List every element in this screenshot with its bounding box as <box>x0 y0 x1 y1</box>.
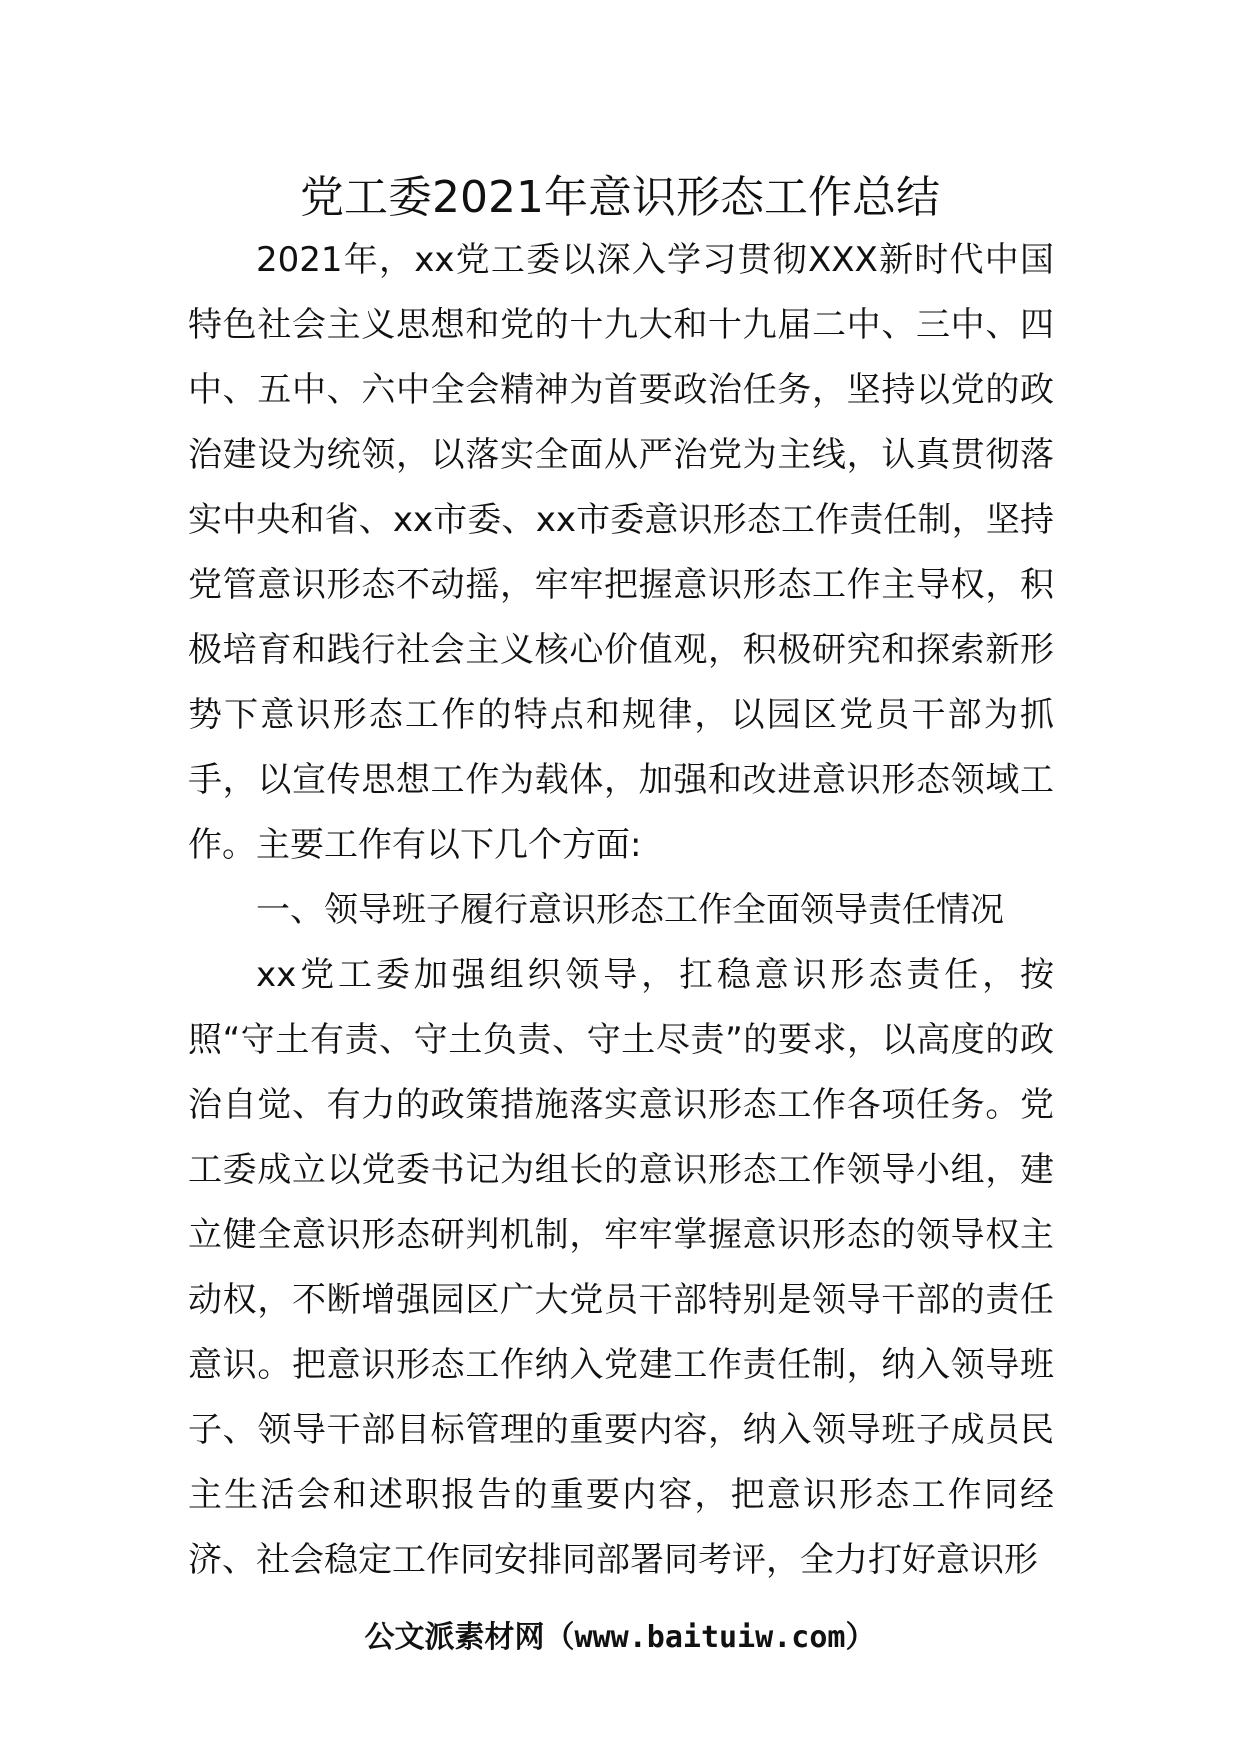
section-heading-1: 一、领导班子履行意识形态工作全面领导责任情况 <box>256 890 1004 930</box>
document-body <box>188 228 1054 1593</box>
document-title: 党工委2021年意识形态工作总结 <box>300 172 940 223</box>
paragraph-section-1: xx党工委加强组织领导，扛稳意识形态责任，按照“守土有责、守土负责、守土尽责”的要求，以高度的政治自觉、有力的政策措施落实意识形态工作各项任务。党工委成立以党委书记为组长的意识形态工作领导小组，建立健全意识形态研判机制，牢牢掌握意识形态的领导权主动权，不断增强园区广大党员干部特别是领导干部的责任意识。把意识形态工作纳入党建工作责任制，纳入领导班子、领导干部目标管理的重要内容，纳入领导班子成员民主生活会和述职报告的重要内容，把意识形态工作同经济、社会稳定工作同安排同部署同考评，全力打好意识形 <box>188 955 1054 1580</box>
footer-watermark: 公文派素材网（www.baituiw.com） <box>364 1620 876 1655</box>
paragraph-intro: 2021年，xx党工委以深入学习贯彻XXX新时代中国特色社会主义思想和党的十九大和十九届二中、三中、四中、五中、六中全会精神为首要政治任务，坚持以党的政治建设为统领，以落实全面从严治党为主线，认真贯彻落实中央和省、xx市委、xx市委意识形态工作责任制，坚持党管意识形态不动摇，牢牢把握意识形态工作主导权，积极培育和践行社会主义核心价值观，积极研究和探索新形势下意识形态工作的特点和规律，以园区党员干部为抓手，以宣传思想工作为载体，加强和改进意识形态领域工作。主要工作有以下几个方面: <box>188 240 1054 865</box>
